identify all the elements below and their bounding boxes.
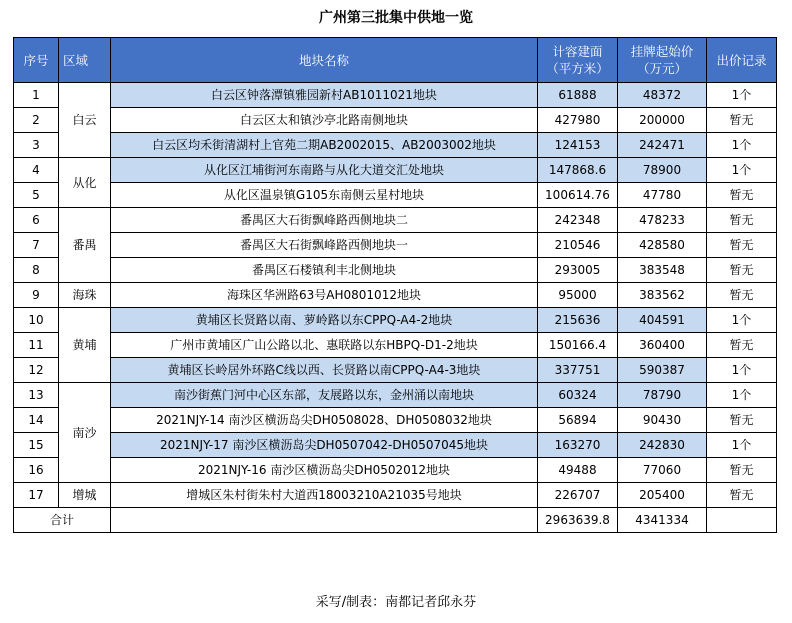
area-cell: 427980 <box>538 108 618 133</box>
byline: 采写/制表：南都记者邱永芬 <box>315 595 477 610</box>
bid-cell: 1个 <box>707 433 777 458</box>
seq-cell: 13 <box>14 383 59 408</box>
area-cell: 95000 <box>538 283 618 308</box>
header-area <box>538 38 618 83</box>
area-cell: 210546 <box>538 233 618 258</box>
bid-cell: 暂无 <box>707 458 777 483</box>
plot-name-cell: 从化区温泉镇G105东南侧云星村地块 <box>111 183 538 208</box>
price-cell: 78900 <box>618 158 707 183</box>
header-area-line1: 计容建面 <box>552 44 603 59</box>
table-row <box>14 458 777 483</box>
price-cell: 47780 <box>618 183 707 208</box>
seq-cell: 10 <box>14 308 59 333</box>
price-cell: 205400 <box>618 483 707 508</box>
header-row <box>14 38 777 83</box>
header-bid: 出价记录 <box>707 38 777 83</box>
table-row <box>14 283 777 308</box>
price-cell: 428580 <box>618 233 707 258</box>
table-row <box>14 258 777 283</box>
table-row <box>14 433 777 458</box>
area-cell: 337751 <box>538 358 618 383</box>
area-cell: 215636 <box>538 308 618 333</box>
district-cell-zengcheng: 增城 <box>59 483 111 508</box>
bid-cell: 1个 <box>707 83 777 108</box>
price-cell: 242830 <box>618 433 707 458</box>
price-cell: 383548 <box>618 258 707 283</box>
header-price-line1: 挂牌起始价 <box>630 44 694 59</box>
seq-cell: 4 <box>14 158 59 183</box>
seq-cell: 17 <box>14 483 59 508</box>
plot-name-cell: 番禺区大石街飘峰路西侧地块二 <box>111 208 538 233</box>
price-cell: 48372 <box>618 83 707 108</box>
seq-cell: 6 <box>14 208 59 233</box>
bid-cell: 暂无 <box>707 258 777 283</box>
table-title: 广州第三批集中供地一览 <box>319 10 473 26</box>
price-cell: 200000 <box>618 108 707 133</box>
price-cell: 478233 <box>618 208 707 233</box>
district-cell-conghua: 从化 <box>59 158 111 208</box>
table-row <box>14 108 777 133</box>
bid-cell: 1个 <box>707 383 777 408</box>
area-cell: 60324 <box>538 383 618 408</box>
header-seq: 序号 <box>14 38 59 83</box>
table-row <box>14 383 777 408</box>
bid-cell: 暂无 <box>707 408 777 433</box>
district-cell-haizhu: 海珠 <box>59 283 111 308</box>
plot-name-cell: 2021NJY-16 南沙区横沥岛尖DH0502012地块 <box>111 458 538 483</box>
table-row <box>14 408 777 433</box>
seq-cell: 2 <box>14 108 59 133</box>
price-cell: 78790 <box>618 383 707 408</box>
total-label: 合计 <box>14 508 111 533</box>
price-cell: 383562 <box>618 283 707 308</box>
area-cell: 242348 <box>538 208 618 233</box>
plot-name-cell: 增城区朱村街朱村大道西18003210A21035号地块 <box>111 483 538 508</box>
district-cell-nansha: 南沙 <box>59 383 111 483</box>
bid-cell: 1个 <box>707 308 777 333</box>
plot-name-cell: 南沙街蕉门河中心区东部，友展路以东，金州涌以南地块 <box>111 383 538 408</box>
district-cell-baiyun: 白云 <box>59 83 111 158</box>
plot-name-cell: 海珠区华洲路63号AH0801012地块 <box>111 283 538 308</box>
district-cell-panyu: 番禺 <box>59 208 111 283</box>
bid-cell: 1个 <box>707 358 777 383</box>
table-row <box>14 233 777 258</box>
table-row <box>14 133 777 158</box>
plot-name-cell: 广州市黄埔区广山公路以北、惠联路以东HBPQ-D1-2地块 <box>111 333 538 358</box>
price-cell: 590387 <box>618 358 707 383</box>
total-price: 4341334 <box>618 508 707 533</box>
seq-cell: 9 <box>14 283 59 308</box>
seq-cell: 16 <box>14 458 59 483</box>
price-cell: 77060 <box>618 458 707 483</box>
seq-cell: 14 <box>14 408 59 433</box>
plot-name-cell: 黄埔区长岭居外环路C线以西、长贤路以南CPPQ-A4-3地块 <box>111 358 538 383</box>
bid-cell: 暂无 <box>707 333 777 358</box>
area-cell: 163270 <box>538 433 618 458</box>
plot-name-cell: 黄埔区长贤路以南、萝岭路以东CPPQ-A4-2地块 <box>111 308 538 333</box>
table-row <box>14 308 777 333</box>
total-area: 2963639.8 <box>538 508 618 533</box>
bid-cell: 暂无 <box>707 183 777 208</box>
area-cell: 100614.76 <box>538 183 618 208</box>
table-row <box>14 333 777 358</box>
bid-cell: 暂无 <box>707 208 777 233</box>
header-price-line2: （万元） <box>636 61 687 76</box>
plot-name-cell: 番禺区大石街飘峰路西侧地块一 <box>111 233 538 258</box>
area-cell: 124153 <box>538 133 618 158</box>
table-row <box>14 358 777 383</box>
plot-name-cell: 2021NJY-17 南沙区横沥岛尖DH0507042-DH0507045地块 <box>111 433 538 458</box>
seq-cell: 5 <box>14 183 59 208</box>
bid-cell: 1个 <box>707 158 777 183</box>
price-cell: 360400 <box>618 333 707 358</box>
plot-name-cell: 番禺区石楼镇利丰北侧地块 <box>111 258 538 283</box>
total-plot-empty <box>111 508 538 533</box>
header-price <box>618 38 707 83</box>
area-cell: 147868.6 <box>538 158 618 183</box>
header-district: 区域 <box>59 38 111 83</box>
area-cell: 49488 <box>538 458 618 483</box>
area-cell: 61888 <box>538 83 618 108</box>
plot-name-cell: 白云区钟落潭镇雅园新村AB1011021地块 <box>111 83 538 108</box>
seq-cell: 15 <box>14 433 59 458</box>
bid-cell: 暂无 <box>707 283 777 308</box>
header-area-line2: （平方米） <box>546 61 609 76</box>
table-row <box>14 158 777 183</box>
bid-cell: 暂无 <box>707 483 777 508</box>
land-supply-table <box>13 37 777 533</box>
bid-cell: 暂无 <box>707 233 777 258</box>
seq-cell: 3 <box>14 133 59 158</box>
area-cell: 226707 <box>538 483 618 508</box>
header-plot: 地块名称 <box>111 38 538 83</box>
plot-name-cell: 从化区江埔街河东南路与从化大道交汇处地块 <box>111 158 538 183</box>
table-row <box>14 183 777 208</box>
area-cell: 293005 <box>538 258 618 283</box>
price-cell: 90430 <box>618 408 707 433</box>
table-row <box>14 208 777 233</box>
total-bid-empty <box>707 508 777 533</box>
district-cell-huangpu: 黄埔 <box>59 308 111 383</box>
price-cell: 242471 <box>618 133 707 158</box>
seq-cell: 1 <box>14 83 59 108</box>
seq-cell: 7 <box>14 233 59 258</box>
bid-cell: 暂无 <box>707 108 777 133</box>
table-row <box>14 83 777 108</box>
seq-cell: 8 <box>14 258 59 283</box>
table-row <box>14 483 777 508</box>
seq-cell: 12 <box>14 358 59 383</box>
seq-cell: 11 <box>14 333 59 358</box>
bid-cell: 1个 <box>707 133 777 158</box>
plot-name-cell: 2021NJY-14 南沙区横沥岛尖DH0508028、DH0508032地块 <box>111 408 538 433</box>
total-row <box>14 508 777 533</box>
plot-name-cell: 白云区均禾街清湖村上官苑二期AB2002015、AB2003002地块 <box>111 133 538 158</box>
price-cell: 404591 <box>618 308 707 333</box>
area-cell: 56894 <box>538 408 618 433</box>
plot-name-cell: 白云区太和镇沙亭北路南侧地块 <box>111 108 538 133</box>
area-cell: 150166.4 <box>538 333 618 358</box>
